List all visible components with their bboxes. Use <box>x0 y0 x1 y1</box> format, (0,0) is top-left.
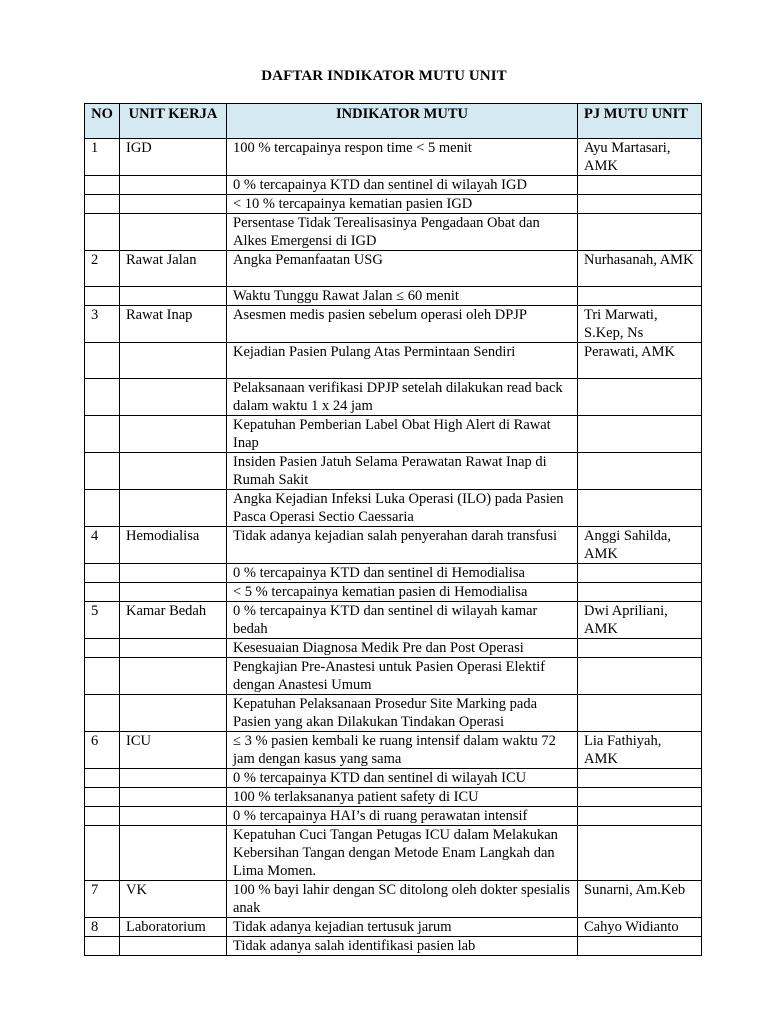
table-row <box>85 379 702 416</box>
cell-pj-mutu-unit: Anggi Sahilda, AMK <box>578 527 702 564</box>
cell-unit-kerja: Rawat Inap <box>120 306 227 343</box>
cell-pj-mutu-unit <box>578 214 702 251</box>
cell-no <box>85 490 120 527</box>
cell-unit-kerja <box>120 769 227 788</box>
cell-pj-mutu-unit <box>578 769 702 788</box>
document-title: DAFTAR INDIKATOR MUTU UNIT <box>261 68 507 84</box>
cell-pj-mutu-unit <box>578 695 702 732</box>
indikator-table <box>84 103 702 956</box>
cell-no <box>85 287 120 306</box>
cell-unit-kerja: Laboratorium <box>120 918 227 937</box>
cell-pj-mutu-unit <box>578 195 702 214</box>
cell-no <box>85 195 120 214</box>
cell-no <box>85 379 120 416</box>
cell-unit-kerja <box>120 658 227 695</box>
cell-pj-mutu-unit <box>578 176 702 195</box>
cell-unit-kerja <box>120 343 227 379</box>
cell-unit-kerja: Kamar Bedah <box>120 602 227 639</box>
cell-indikator-mutu: Pelaksanaan verifikasi DPJP setelah dilakukan read back dalam waktu 1 x 24 jam <box>227 379 578 416</box>
cell-no <box>85 788 120 807</box>
cell-pj-mutu-unit <box>578 564 702 583</box>
cell-pj-mutu-unit: Dwi Apriliani, AMK <box>578 602 702 639</box>
cell-indikator-mutu: Tidak adanya kejadian tertusuk jarum <box>227 918 578 937</box>
table-row <box>85 732 702 769</box>
table-row <box>85 453 702 490</box>
cell-no <box>85 453 120 490</box>
cell-indikator-mutu: < 5 % tercapainya kematian pasien di Hemodialisa <box>227 583 578 602</box>
table-row <box>85 306 702 343</box>
cell-unit-kerja <box>120 490 227 527</box>
cell-unit-kerja <box>120 807 227 826</box>
cell-indikator-mutu: 0 % tercapainya KTD dan sentinel di wilayah kamar bedah <box>227 602 578 639</box>
cell-no <box>85 564 120 583</box>
cell-indikator-mutu: < 10 % tercapainya kematian pasien IGD <box>227 195 578 214</box>
cell-no: 6 <box>85 732 120 769</box>
cell-no <box>85 658 120 695</box>
cell-indikator-mutu: 0 % tercapainya HAI’s di ruang perawatan intensif <box>227 807 578 826</box>
cell-pj-mutu-unit: Sunarni, Am.Keb <box>578 881 702 918</box>
cell-indikator-mutu: Waktu Tunggu Rawat Jalan ≤ 60 menit <box>227 287 578 306</box>
table-row <box>85 527 702 564</box>
cell-pj-mutu-unit <box>578 826 702 881</box>
table-row <box>85 769 702 788</box>
table-row <box>85 195 702 214</box>
cell-pj-mutu-unit: Perawati, AMK <box>578 343 702 379</box>
cell-indikator-mutu: Angka Kejadian Infeksi Luka Operasi (ILO) pada Pasien Pasca Operasi Sectio Caessaria <box>227 490 578 527</box>
cell-no <box>85 807 120 826</box>
cell-no: 4 <box>85 527 120 564</box>
cell-pj-mutu-unit <box>578 658 702 695</box>
cell-no: 2 <box>85 251 120 287</box>
cell-indikator-mutu: Tidak adanya kejadian salah penyerahan darah transfusi <box>227 527 578 564</box>
cell-no <box>85 416 120 453</box>
cell-indikator-mutu: Kepatuhan Pemberian Label Obat High Alert di Rawat Inap <box>227 416 578 453</box>
cell-indikator-mutu: 100 % tercapainya respon time < 5 menit <box>227 139 578 176</box>
cell-pj-mutu-unit <box>578 287 702 306</box>
cell-unit-kerja <box>120 195 227 214</box>
cell-unit-kerja <box>120 937 227 956</box>
cell-indikator-mutu: Insiden Pasien Jatuh Selama Perawatan Rawat Inap di Rumah Sakit <box>227 453 578 490</box>
cell-unit-kerja <box>120 788 227 807</box>
cell-unit-kerja <box>120 826 227 881</box>
cell-pj-mutu-unit <box>578 639 702 658</box>
cell-no <box>85 583 120 602</box>
table-row <box>85 583 702 602</box>
cell-unit-kerja <box>120 695 227 732</box>
table-row <box>85 416 702 453</box>
table-header-row <box>85 104 702 139</box>
cell-no <box>85 826 120 881</box>
cell-no: 1 <box>85 139 120 176</box>
cell-unit-kerja <box>120 214 227 251</box>
table-row <box>85 881 702 918</box>
table-row <box>85 287 702 306</box>
table-row <box>85 343 702 379</box>
cell-no <box>85 695 120 732</box>
cell-pj-mutu-unit: Tri Marwati, S.Kep, Ns <box>578 306 702 343</box>
cell-pj-mutu-unit <box>578 583 702 602</box>
cell-indikator-mutu: ≤ 3 % pasien kembali ke ruang intensif dalam waktu 72 jam dengan kasus yang sama <box>227 732 578 769</box>
cell-indikator-mutu: 100 % terlaksananya patient safety di ICU <box>227 788 578 807</box>
table-row <box>85 695 702 732</box>
table-row <box>85 490 702 527</box>
cell-no <box>85 343 120 379</box>
cell-pj-mutu-unit: Lia Fathiyah, AMK <box>578 732 702 769</box>
cell-unit-kerja <box>120 639 227 658</box>
table-row <box>85 602 702 639</box>
table-row <box>85 788 702 807</box>
table-row <box>85 807 702 826</box>
cell-unit-kerja <box>120 416 227 453</box>
cell-pj-mutu-unit <box>578 490 702 527</box>
cell-unit-kerja <box>120 583 227 602</box>
cell-unit-kerja: IGD <box>120 139 227 176</box>
header-no: NO <box>85 104 120 139</box>
cell-pj-mutu-unit <box>578 453 702 490</box>
cell-unit-kerja: VK <box>120 881 227 918</box>
cell-no <box>85 214 120 251</box>
cell-no: 7 <box>85 881 120 918</box>
table-row <box>85 139 702 176</box>
table-row <box>85 214 702 251</box>
cell-no: 5 <box>85 602 120 639</box>
table-row <box>85 826 702 881</box>
cell-indikator-mutu: 0 % tercapainya KTD dan sentinel di Hemodialisa <box>227 564 578 583</box>
cell-unit-kerja <box>120 176 227 195</box>
cell-unit-kerja: Rawat Jalan <box>120 251 227 287</box>
cell-unit-kerja <box>120 564 227 583</box>
table-row <box>85 639 702 658</box>
header-pj-mutu-unit: PJ MUTU UNIT <box>578 104 702 139</box>
cell-unit-kerja <box>120 453 227 490</box>
cell-indikator-mutu: Kesesuaian Diagnosa Medik Pre dan Post Operasi <box>227 639 578 658</box>
cell-indikator-mutu: Persentase Tidak Terealisasinya Pengadaan Obat dan Alkes Emergensi di IGD <box>227 214 578 251</box>
table-row <box>85 564 702 583</box>
table-body <box>85 139 702 956</box>
cell-no: 3 <box>85 306 120 343</box>
header-unit-kerja: UNIT KERJA <box>120 104 227 139</box>
table-row <box>85 176 702 195</box>
cell-indikator-mutu: Kepatuhan Cuci Tangan Petugas ICU dalam Melakukan Kebersihan Tangan dengan Metode Enam Langkah dan Lima Momen. <box>227 826 578 881</box>
cell-pj-mutu-unit <box>578 788 702 807</box>
cell-indikator-mutu: Pengkajian Pre-Anastesi untuk Pasien Operasi Elektif dengan Anastesi Umum <box>227 658 578 695</box>
cell-no: 8 <box>85 918 120 937</box>
cell-pj-mutu-unit <box>578 416 702 453</box>
cell-no <box>85 769 120 788</box>
cell-no <box>85 937 120 956</box>
cell-no <box>85 176 120 195</box>
cell-no <box>85 639 120 658</box>
cell-pj-mutu-unit: Ayu Martasari, AMK <box>578 139 702 176</box>
cell-indikator-mutu: Tidak adanya salah identifikasi pasien lab <box>227 937 578 956</box>
cell-unit-kerja: Hemodialisa <box>120 527 227 564</box>
table-row <box>85 918 702 937</box>
header-indikator-mutu: INDIKATOR MUTU <box>227 104 578 139</box>
cell-indikator-mutu: Asesmen medis pasien sebelum operasi oleh DPJP <box>227 306 578 343</box>
table-row <box>85 658 702 695</box>
cell-pj-mutu-unit <box>578 379 702 416</box>
cell-unit-kerja <box>120 287 227 306</box>
table-row <box>85 251 702 287</box>
cell-pj-mutu-unit: Nurhasanah, AMK <box>578 251 702 287</box>
cell-unit-kerja <box>120 379 227 416</box>
cell-indikator-mutu: Kepatuhan Pelaksanaan Prosedur Site Marking pada Pasien yang akan Dilakukan Tindakan Operasi <box>227 695 578 732</box>
cell-indikator-mutu: Angka Pemanfaatan USG <box>227 251 578 287</box>
cell-pj-mutu-unit: Cahyo Widianto <box>578 918 702 937</box>
table-row <box>85 937 702 956</box>
cell-indikator-mutu: Kejadian Pasien Pulang Atas Permintaan Sendiri <box>227 343 578 379</box>
cell-pj-mutu-unit <box>578 807 702 826</box>
cell-pj-mutu-unit <box>578 937 702 956</box>
cell-indikator-mutu: 0 % tercapainya KTD dan sentinel di wilayah IGD <box>227 176 578 195</box>
cell-indikator-mutu: 0 % tercapainya KTD dan sentinel di wilayah ICU <box>227 769 578 788</box>
cell-unit-kerja: ICU <box>120 732 227 769</box>
cell-indikator-mutu: 100 % bayi lahir dengan SC ditolong oleh dokter spesialis anak <box>227 881 578 918</box>
